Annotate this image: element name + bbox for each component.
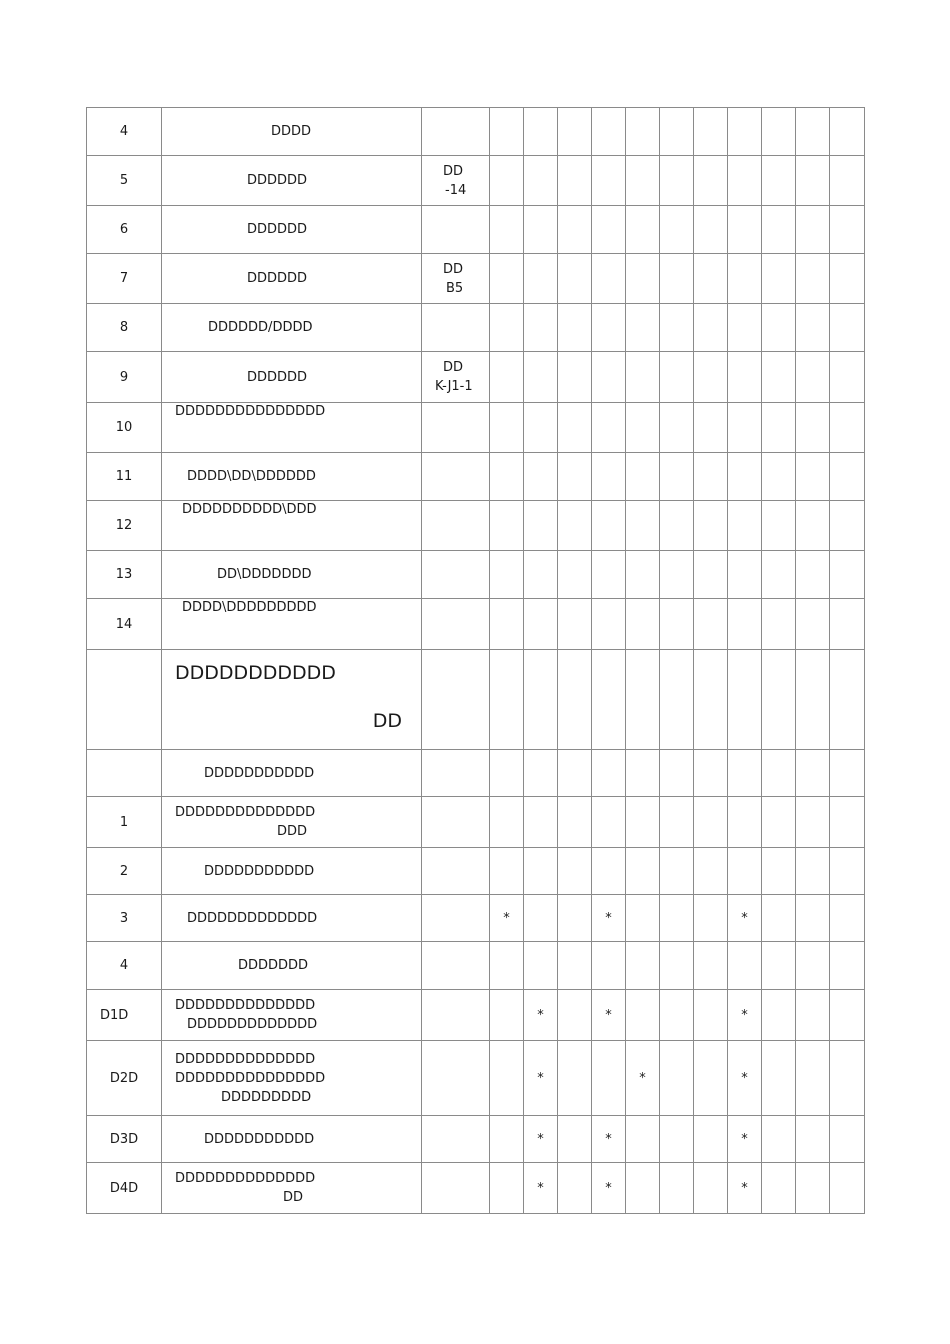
row-code: [422, 1116, 490, 1163]
row-description: DDDD\DDDDDDDDD: [162, 599, 422, 650]
row-code: [422, 942, 490, 990]
row-code: [422, 848, 490, 895]
row-number: 11: [87, 453, 162, 501]
row-description: DDDDDDDDDDDDDDD: [162, 403, 422, 453]
row-description: DDDDDDDDDD\DDD: [162, 501, 422, 551]
mark-cell: *: [490, 895, 524, 942]
row-number: D3D: [87, 1116, 162, 1163]
row-number: D2D: [87, 1041, 162, 1116]
row-code: [422, 750, 490, 797]
row-number: D4D: [87, 1163, 162, 1214]
mark-cell: *: [592, 1163, 626, 1214]
section-header: [162, 650, 422, 750]
row-description: DDDDDDDDDDD: [162, 750, 422, 797]
mark-cell: *: [728, 895, 762, 942]
row-description: DDDD\DD\DDDDDD: [162, 453, 422, 501]
table-row: [87, 942, 865, 990]
row-description: DDDDDDDDDDDDD: [162, 895, 422, 942]
row-number: 1: [87, 797, 162, 848]
table-row: [87, 304, 865, 352]
section-title: DDDDDDDDDDD: [175, 662, 336, 684]
row-code: [422, 453, 490, 501]
row-number: 9: [87, 352, 162, 403]
table-row: [87, 848, 865, 895]
mark-cell: *: [592, 990, 626, 1041]
row-description: DDDDDDDDDDDDDD DDDDDDDDDDDDD: [162, 990, 422, 1041]
row-code: [422, 797, 490, 848]
table-row: [87, 108, 865, 156]
row-code: [422, 650, 490, 750]
row-description: DDDDDDD: [162, 942, 422, 990]
row-code: DD -14: [422, 156, 490, 206]
table-row: [87, 990, 865, 1041]
table-row: [87, 750, 865, 797]
row-number: 13: [87, 551, 162, 599]
row-description: DDDDDD: [162, 206, 422, 254]
table-row: [87, 1163, 865, 1214]
mark-cell: *: [524, 1163, 558, 1214]
row-code: [422, 1041, 490, 1116]
row-description: DDDDDD/DDDD: [162, 304, 422, 352]
row-number: 4: [87, 942, 162, 990]
mark-cell: *: [728, 1163, 762, 1214]
row-description: DDDDDDDDDDDDDD DD: [162, 1163, 422, 1214]
row-number: 4: [87, 108, 162, 156]
row-description: DD\DDDDDDD: [162, 551, 422, 599]
row-number: 8: [87, 304, 162, 352]
mark-cell: *: [592, 895, 626, 942]
row-code: [422, 990, 490, 1041]
table-row: [87, 453, 865, 501]
row-description: DDDDDDDDDDDDDD DDDDDDDDDDDDDDD DDDDDDDDD: [162, 1041, 422, 1116]
row-code: [422, 1163, 490, 1214]
mark-cell: *: [524, 1041, 558, 1116]
row-code: DD K-J1-1: [422, 352, 490, 403]
mark-cell: *: [728, 990, 762, 1041]
row-code: [422, 304, 490, 352]
table-row: [87, 895, 865, 942]
row-code: [422, 895, 490, 942]
row-code: [422, 108, 490, 156]
row-code: [422, 599, 490, 650]
row-code: [422, 403, 490, 453]
row-description: DDDDDDDDDDD: [162, 848, 422, 895]
table-row: [87, 403, 865, 453]
table-row: [87, 501, 865, 551]
mark-cell: *: [728, 1041, 762, 1116]
table-row: [87, 206, 865, 254]
row-number: 7: [87, 254, 162, 304]
table-row: [87, 797, 865, 848]
row-code: [422, 206, 490, 254]
mark-cell: *: [592, 1116, 626, 1163]
document-table: [86, 107, 865, 1214]
section-subtitle: DD: [372, 710, 402, 732]
row-code: [422, 551, 490, 599]
mark-cell: *: [728, 1116, 762, 1163]
row-description: DDDD: [162, 108, 422, 156]
mark-cell: *: [626, 1041, 660, 1116]
row-description: DDDDDDDDDDDDDD DDD: [162, 797, 422, 848]
row-number: 10: [87, 403, 162, 453]
row-code: DD B5: [422, 254, 490, 304]
row-number: 14: [87, 599, 162, 650]
row-number: 12: [87, 501, 162, 551]
row-description: DDDDDD: [162, 254, 422, 304]
row-number: 6: [87, 206, 162, 254]
table-row: [87, 1116, 865, 1163]
table-row: [87, 156, 865, 206]
table-row: [87, 254, 865, 304]
row-number: [87, 750, 162, 797]
row-description: DDDDDD: [162, 352, 422, 403]
table-row: [87, 352, 865, 403]
row-number: D1D: [87, 990, 162, 1041]
table-row: [87, 599, 865, 650]
row-description: DDDDDDDDDDD: [162, 1116, 422, 1163]
row-description: DDDDDD: [162, 156, 422, 206]
row-number: 5: [87, 156, 162, 206]
row-number: [87, 650, 162, 750]
row-code: [422, 501, 490, 551]
table-row: [87, 650, 865, 750]
mark-cell: *: [524, 1116, 558, 1163]
mark-cell: *: [524, 990, 558, 1041]
row-number: 2: [87, 848, 162, 895]
row-number: 3: [87, 895, 162, 942]
table-row: [87, 551, 865, 599]
table-row: [87, 1041, 865, 1116]
